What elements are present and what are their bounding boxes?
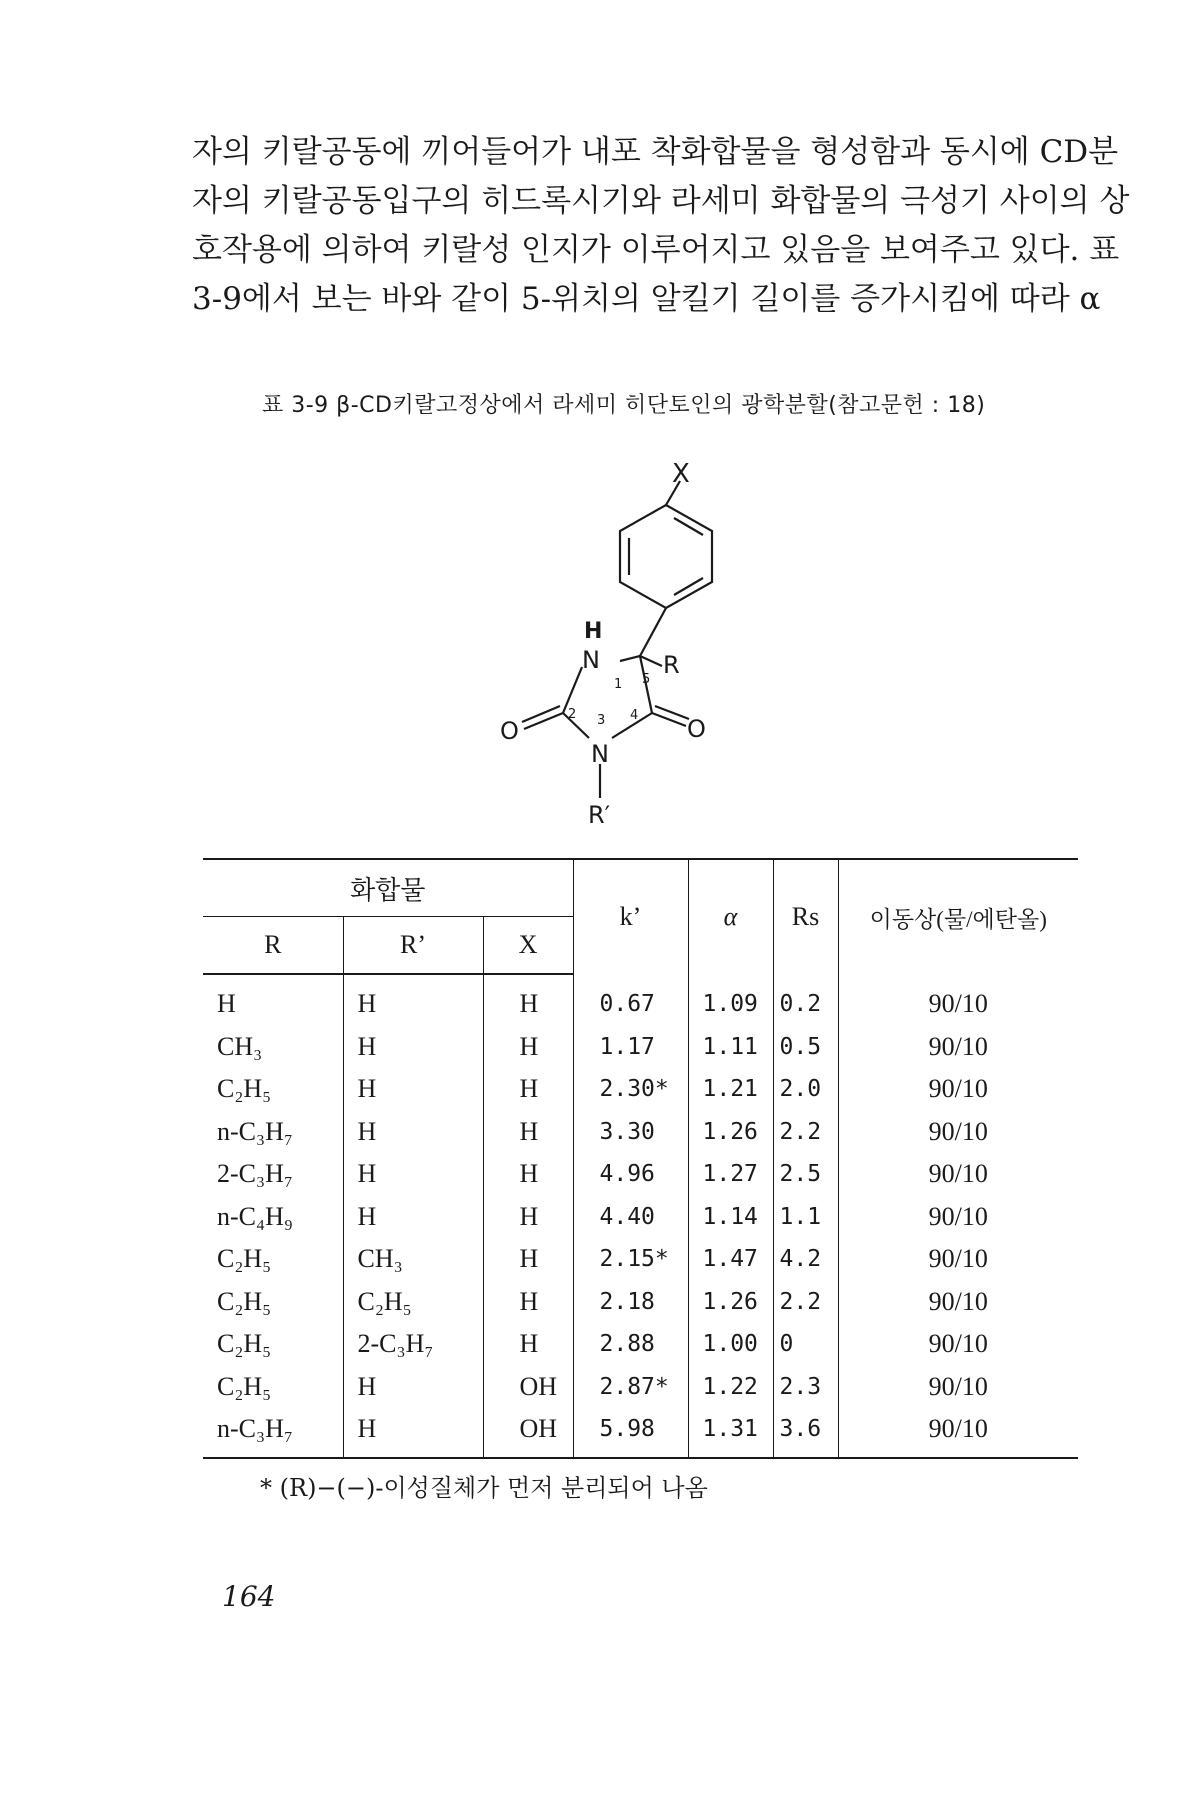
cell-r-prime: 2-C₃H₇ — [343, 1323, 483, 1366]
cell-k-prime: 2.30* — [573, 1068, 688, 1111]
cell-rs: 3.6 — [773, 1408, 838, 1458]
position-4-label: 4 — [630, 708, 639, 723]
paragraph-line: 3-9에서 보는 바와 같이 5-위치의 알킬기 길이를 증가시킴에 따라 α — [192, 281, 1101, 317]
cell-k-prime: 2.88 — [573, 1323, 688, 1366]
position-2-label: 2 — [568, 707, 577, 722]
n1-atom-label: N — [582, 646, 600, 674]
table-row — [203, 1153, 1078, 1196]
table-body — [203, 974, 1078, 1458]
cell-mobile-phase: 90/10 — [928, 1031, 988, 1061]
paragraph-line: 자의 키랄공동에 끼어들어가 내포 착화합물을 형성함과 동시에 CD분 — [192, 134, 1119, 170]
cell-alpha: 1.21 — [688, 1068, 773, 1111]
cell-r-prime: H — [343, 974, 483, 1026]
cell-alpha: 1.14 — [688, 1196, 773, 1239]
cell-mobile-phase: 90/10 — [928, 1286, 988, 1316]
oxygen-right-label: O — [687, 715, 706, 743]
cell-k-prime: 5.98 — [573, 1408, 688, 1458]
cell-x: H — [483, 1026, 573, 1069]
cell-k-prime: 4.40 — [573, 1196, 688, 1239]
cell-r: C₂H₅ — [203, 1366, 343, 1409]
cell-r-prime: CH₃ — [343, 1238, 483, 1281]
cell-k-prime: 2.15* — [573, 1238, 688, 1281]
table-row — [203, 1068, 1078, 1111]
cell-alpha: 1.27 — [688, 1153, 773, 1196]
cell-x: H — [483, 1111, 573, 1154]
cell-r-prime: H — [343, 1026, 483, 1069]
table-row — [203, 1281, 1078, 1324]
cell-x: H — [483, 1323, 573, 1366]
resolution-data-table — [203, 858, 1078, 1459]
cell-alpha: 1.26 — [688, 1111, 773, 1154]
cell-r: C₂H₅ — [203, 1281, 343, 1324]
cell-r-prime: H — [343, 1196, 483, 1239]
table-row — [203, 1196, 1078, 1239]
header-k-prime: k’ — [573, 859, 688, 974]
cell-r: C₂H₅ — [203, 1068, 343, 1111]
header-r: R — [203, 917, 343, 975]
cell-r: n-C₄H₉ — [203, 1196, 343, 1239]
cell-k-prime: 2.87* — [573, 1366, 688, 1409]
cell-alpha: 1.22 — [688, 1366, 773, 1409]
cell-r-prime: H — [343, 1408, 483, 1458]
table-row — [203, 974, 1078, 1026]
hydantoin-structure-diagram — [500, 460, 800, 850]
cell-r-prime: C₂H₅ — [343, 1281, 483, 1324]
table-row — [203, 1238, 1078, 1281]
cell-mobile-phase: 90/10 — [928, 1329, 988, 1359]
cell-rs: 2.2 — [773, 1281, 838, 1324]
position-1-label: 1 — [614, 677, 623, 692]
cell-r: CH₃ — [203, 1026, 343, 1069]
table-footnote: * (R)−(−)-이성질체가 먼저 분리되어 나옴 — [260, 1474, 708, 1502]
table-row — [203, 1366, 1078, 1409]
cell-x: H — [483, 974, 573, 1026]
position-3-label: 3 — [597, 713, 606, 728]
cell-x: OH — [483, 1366, 573, 1409]
cell-alpha: 1.11 — [688, 1026, 773, 1069]
cell-alpha: 1.47 — [688, 1238, 773, 1281]
cell-x: H — [483, 1068, 573, 1111]
cell-x: H — [483, 1153, 573, 1196]
oxygen-left-label: O — [500, 717, 519, 745]
nh-hydrogen-label: H — [584, 619, 603, 644]
cell-k-prime: 2.18 — [573, 1281, 688, 1324]
table-row — [203, 1323, 1078, 1366]
cell-alpha: 1.00 — [688, 1323, 773, 1366]
cell-rs: 4.2 — [773, 1238, 838, 1281]
cell-alpha: 1.31 — [688, 1408, 773, 1458]
cell-rs: 2.2 — [773, 1111, 838, 1154]
table-row — [203, 1111, 1078, 1154]
header-r-prime: R’ — [343, 917, 483, 975]
benzene-ring — [620, 505, 712, 608]
cell-mobile-phase: 90/10 — [928, 1074, 988, 1104]
header-mobile-phase: 이동상(물/에탄올) — [838, 859, 1078, 974]
cell-r-prime: H — [343, 1068, 483, 1111]
cell-rs: 2.5 — [773, 1153, 838, 1196]
cell-mobile-phase: 90/10 — [838, 1408, 1078, 1458]
cell-k-prime: 0.67 — [573, 974, 688, 1026]
cell-rs: 0.5 — [773, 1026, 838, 1069]
cell-x: H — [483, 1281, 573, 1324]
cell-k-prime: 1.17 — [573, 1026, 688, 1069]
header-x: X — [483, 917, 573, 975]
cell-r: n-C₃H₇ — [203, 1111, 343, 1154]
cell-mobile-phase: 90/10 — [928, 988, 988, 1018]
cell-mobile-phase: 90/10 — [928, 1244, 988, 1274]
cell-alpha: 1.26 — [688, 1281, 773, 1324]
table-row — [203, 1408, 1078, 1458]
header-rs: Rs — [773, 859, 838, 974]
cell-alpha: 1.09 — [688, 974, 773, 1026]
cell-rs: 0.2 — [773, 974, 838, 1026]
substituent-x-label: X — [672, 460, 690, 489]
paragraph-line: 자의 키랄공동입구의 히드록시기와 라세미 화합물의 극성기 사이의 상 — [192, 183, 1130, 219]
cell-x: H — [483, 1238, 573, 1281]
cell-rs: 2.3 — [773, 1366, 838, 1409]
cell-r: C₂H₅ — [203, 1238, 343, 1281]
cell-rs: 1.1 — [773, 1196, 838, 1239]
cell-mobile-phase: 90/10 — [928, 1371, 988, 1401]
cell-k-prime: 3.30 — [573, 1111, 688, 1154]
paragraph-line: 호작용에 의하여 키랄성 인지가 이루어지고 있음을 보여주고 있다. 표 — [192, 232, 1120, 268]
cell-r: H — [203, 974, 343, 1026]
cell-r: C₂H₅ — [203, 1323, 343, 1366]
table-caption: 표 3-9 β-CD키랄고정상에서 라세미 히단토인의 광학분할(참고문헌 : 18) — [262, 393, 986, 418]
cell-x: OH — [483, 1408, 573, 1458]
cell-r-prime: H — [343, 1111, 483, 1154]
cell-mobile-phase: 90/10 — [928, 1116, 988, 1146]
compound-group-header: 화합물 — [203, 859, 573, 917]
cell-r-prime: H — [343, 1153, 483, 1196]
cell-mobile-phase: 90/10 — [928, 1159, 988, 1189]
cell-r: 2-C₃H₇ — [203, 1153, 343, 1196]
cell-mobile-phase: 90/10 — [928, 1201, 988, 1231]
table-row — [203, 1026, 1078, 1069]
body-paragraph — [192, 128, 1130, 324]
substituent-r-label: R — [663, 651, 680, 679]
cell-rs: 0 — [773, 1323, 838, 1366]
cell-rs: 2.0 — [773, 1068, 838, 1111]
cell-r: n-C₃H₇ — [203, 1408, 343, 1458]
cell-x: H — [483, 1196, 573, 1239]
substituent-r-prime-label: R′ — [588, 801, 611, 829]
header-alpha: α — [688, 859, 773, 974]
position-5-label: 5 — [642, 672, 651, 687]
cell-k-prime: 4.96 — [573, 1153, 688, 1196]
cell-r-prime: H — [343, 1366, 483, 1409]
page-number: 164 — [222, 1580, 276, 1613]
n3-atom-label: N — [591, 740, 609, 768]
